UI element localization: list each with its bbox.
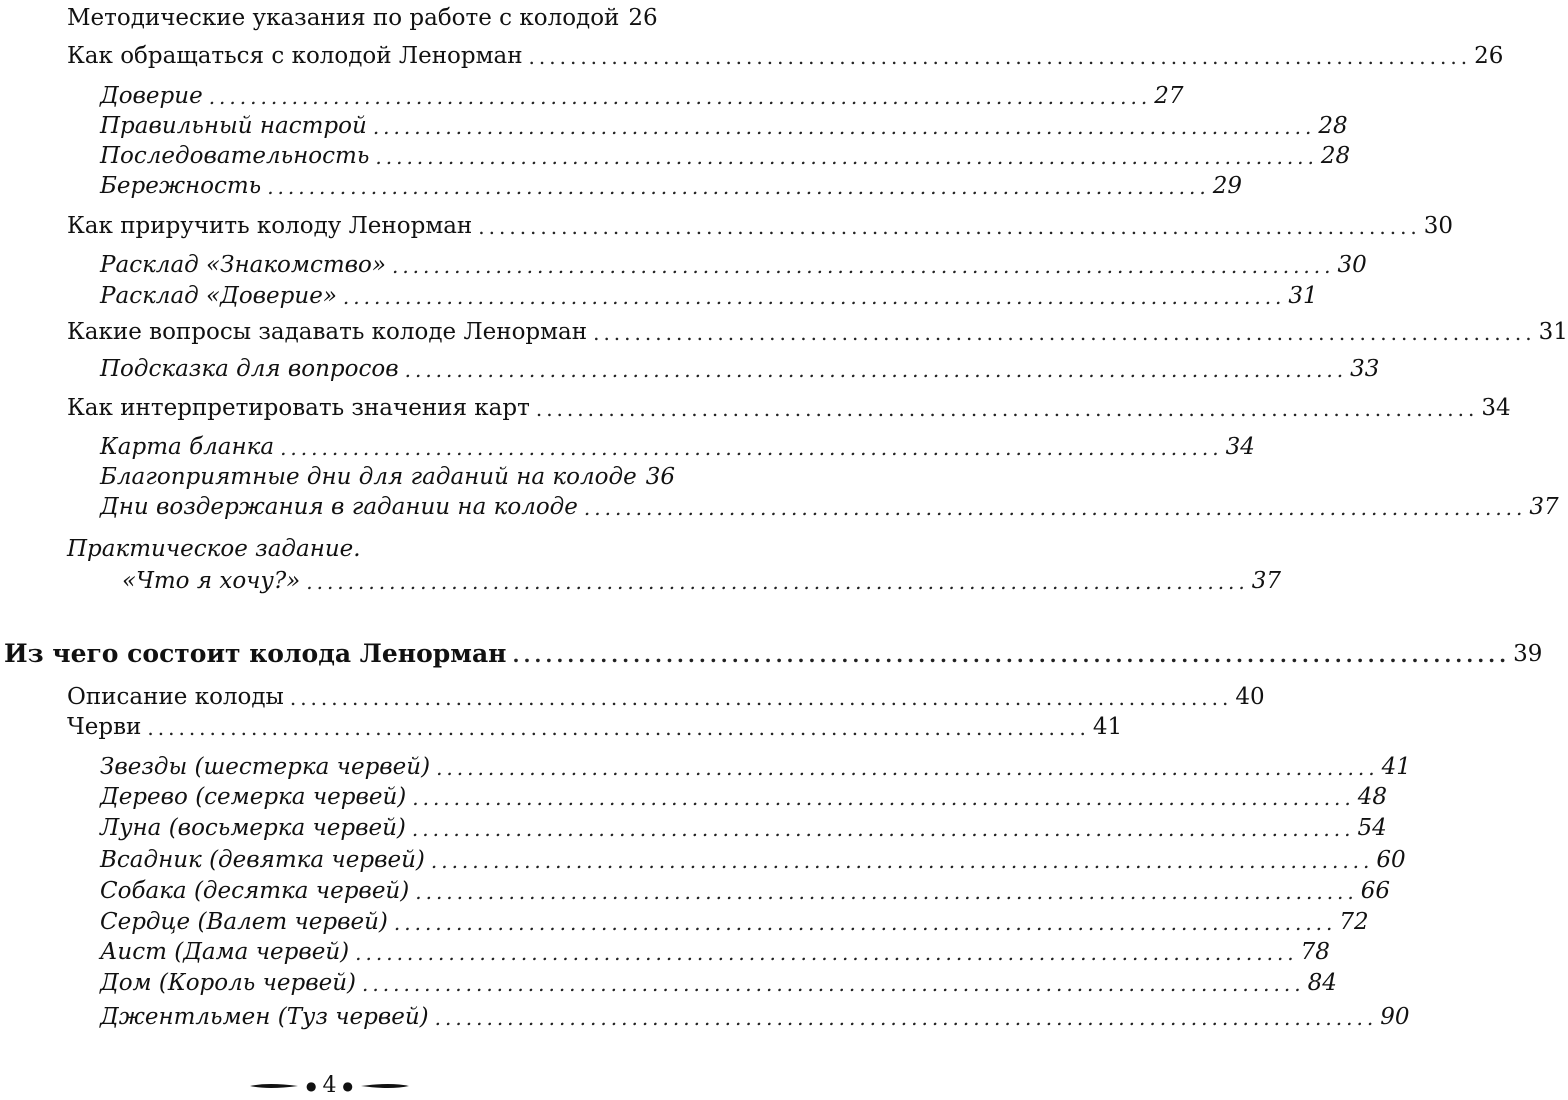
toc-entry-page: 40 — [1235, 684, 1265, 710]
dot-leader: ........................................................................................... — [355, 941, 1298, 965]
dot-leader: ........................................................................................... — [342, 285, 1286, 309]
toc-entry-title: Бережность — [100, 173, 262, 199]
bullet-icon: ● — [342, 1078, 353, 1093]
bullet-icon: ● — [306, 1078, 317, 1093]
toc-chapter-title: Из чего состоит колода Ленорман — [4, 639, 507, 668]
toc-entry-title: Правильный настрой — [100, 113, 367, 139]
dot-leader: ........................................................................................... — [528, 45, 1472, 69]
toc-subentry — [100, 142, 1351, 170]
toc-subentry — [100, 82, 1184, 110]
dot-leader: ........................................................................................... — [478, 215, 1421, 239]
toc-entry-page: 72 — [1339, 909, 1369, 935]
toc-entry-title: Дни воздержания в гадании на колоде — [100, 494, 578, 520]
dot-leader: ........................................................................................... — [267, 175, 1210, 199]
page-footer — [0, 1073, 659, 1098]
toc-entry-title: Луна (восьмерка червей) — [100, 815, 406, 841]
toc-entry — [67, 683, 1265, 711]
toc-entry-page: 54 — [1357, 815, 1387, 841]
toc-subentry — [100, 493, 1559, 521]
toc-entry-title: Расклад «Знакомство» — [100, 252, 386, 278]
toc-entry — [67, 212, 1454, 240]
right-ornament-icon — [359, 1080, 411, 1092]
dot-leader: ........................................................................................... — [436, 756, 1379, 780]
toc-entry-page: 31 — [1288, 283, 1318, 309]
toc-entry-page: 33 — [1350, 356, 1380, 382]
toc-subentry — [100, 877, 1391, 905]
dot-leader: ........................................................................................... — [430, 849, 1374, 873]
toc-entry-title: Благоприятные дни для гаданий на колоде — [100, 464, 637, 490]
page-number: 4 — [322, 1073, 337, 1098]
toc-subentry — [100, 463, 675, 491]
toc-entry-page: 36 — [645, 464, 675, 490]
toc-subentry — [100, 846, 1406, 874]
dot-leader: ........................................................................................... — [362, 972, 1305, 996]
toc-subentry — [100, 172, 1243, 200]
dot-leader: ........................................................................................... — [391, 254, 1335, 278]
toc-entry-title: Последовательность — [100, 143, 370, 169]
toc-entry-title: Собака (десятка червей) — [100, 878, 410, 904]
toc-subentry — [100, 908, 1369, 936]
toc-subentry — [100, 1003, 1410, 1031]
toc-entry-title: Подсказка для вопросов — [100, 356, 399, 382]
toc-entry-page: 37 — [1251, 568, 1282, 594]
toc-entry-title: Черви — [67, 714, 142, 740]
toc-entry-title: Джентльмен (Туз червей) — [100, 1004, 429, 1030]
dot-leader: ........................................................................................... — [372, 115, 1316, 139]
toc-entry-title: Доверие — [100, 83, 203, 109]
toc-entry-title: Как интерпретировать значения карт — [67, 395, 530, 421]
toc-subentry — [100, 251, 1367, 279]
toc-entry-title: Методические указания по работе с колодой — [67, 5, 620, 31]
dot-leader: ........................................................................................... — [593, 321, 1536, 345]
toc-subentry — [100, 783, 1388, 811]
toc-entry-title: Звезды (шестерка червей) — [100, 754, 431, 780]
toc-entry-title: Сердце (Валет червей) — [100, 909, 388, 935]
dot-leader: ........................................................................................... — [375, 145, 1318, 169]
toc-entry-page: 60 — [1376, 847, 1406, 873]
toc-entry-title: Описание колоды — [67, 684, 284, 710]
toc-subentry — [100, 282, 1318, 310]
toc-entry-page: 39 — [1513, 641, 1543, 667]
toc-entry-page: 41 — [1381, 754, 1411, 780]
toc-subentry — [100, 112, 1348, 140]
dot-leader: ........................................................................................... — [415, 880, 1358, 904]
toc-entry-page: 84 — [1307, 970, 1337, 996]
dot-leader: ........................................................................................... — [289, 686, 1233, 710]
toc-entry — [67, 394, 1511, 422]
dot-leader: ........................................................................................... — [208, 85, 1152, 109]
toc-entry-page: 27 — [1154, 83, 1184, 109]
toc-entry-page: 26 — [628, 5, 658, 31]
toc-subentry — [100, 969, 1337, 997]
toc-entry-page: 90 — [1380, 1004, 1410, 1030]
dot-leader: ........................................................................................... — [411, 817, 1355, 841]
toc-entry — [67, 318, 1568, 346]
dot-leader: ........................................................................................... — [583, 496, 1527, 520]
toc-subentry — [100, 814, 1387, 842]
toc-entry-page: 30 — [1423, 213, 1454, 239]
toc-subentry — [100, 433, 1255, 461]
dot-leader: ........................................................................................... — [512, 643, 1511, 667]
dot-leader: ........................................................................................... — [412, 786, 1355, 810]
toc-entry-page: 34 — [1481, 395, 1511, 421]
dot-leader: ........................................................................................... — [434, 1006, 1378, 1030]
toc-entry-page: 31 — [1538, 319, 1568, 345]
toc-entry-title: Как приручить колоду Ленорман — [67, 213, 473, 239]
toc-subentry — [100, 753, 1411, 781]
toc-subentry — [100, 938, 1330, 966]
toc-entry-title: Всадник (девятка червей) — [100, 847, 425, 873]
toc-entry-page: 78 — [1300, 939, 1330, 965]
toc-entry-title-line1: Практическое задание. — [67, 536, 361, 562]
toc-entry-page: 66 — [1360, 878, 1391, 904]
toc-entry-title: Расклад «Доверие» — [100, 283, 337, 309]
toc-entry-title: Дом (Король червей) — [100, 970, 357, 996]
toc-entry-page: 28 — [1320, 143, 1351, 169]
toc-entry-title: Какие вопросы задавать колоде Ленорман — [67, 319, 588, 345]
toc-entry — [122, 567, 1282, 595]
toc-entry-title: Аист (Дама червей) — [100, 939, 350, 965]
toc-entry-page: 41 — [1092, 714, 1123, 740]
toc-entry-page: 37 — [1529, 494, 1559, 520]
toc-entry-title: Карта бланка — [100, 434, 275, 460]
dot-leader: ........................................................................................... — [404, 358, 1348, 382]
toc-entry-page: 28 — [1318, 113, 1348, 139]
toc-entry-page: 34 — [1225, 434, 1255, 460]
toc-entry — [67, 713, 1123, 741]
dot-leader: ........................................................................................... — [393, 911, 1337, 935]
toc-entry-page: 30 — [1337, 252, 1367, 278]
toc-subentry — [100, 355, 1380, 383]
dot-leader: ........................................................................................... — [280, 436, 1223, 460]
dot-leader: ........................................................................................... — [147, 716, 1090, 740]
toc-chapter — [4, 639, 1543, 668]
toc-entry-title: Дерево (семерка червей) — [100, 784, 407, 810]
toc-entry — [67, 42, 1504, 70]
left-ornament-icon — [248, 1080, 300, 1092]
toc-entry-title: Как обращаться с колодой Ленорман — [67, 43, 523, 69]
toc-entry-page: 29 — [1212, 173, 1243, 199]
toc-entry-title: «Что я хочу?» — [122, 568, 301, 594]
dot-leader: ........................................................................................... — [306, 570, 1249, 594]
dot-leader: ........................................................................................... — [535, 397, 1479, 421]
toc-entry-page: 26 — [1474, 43, 1504, 69]
toc-entry — [67, 4, 658, 32]
toc-entry-page: 48 — [1357, 784, 1388, 810]
